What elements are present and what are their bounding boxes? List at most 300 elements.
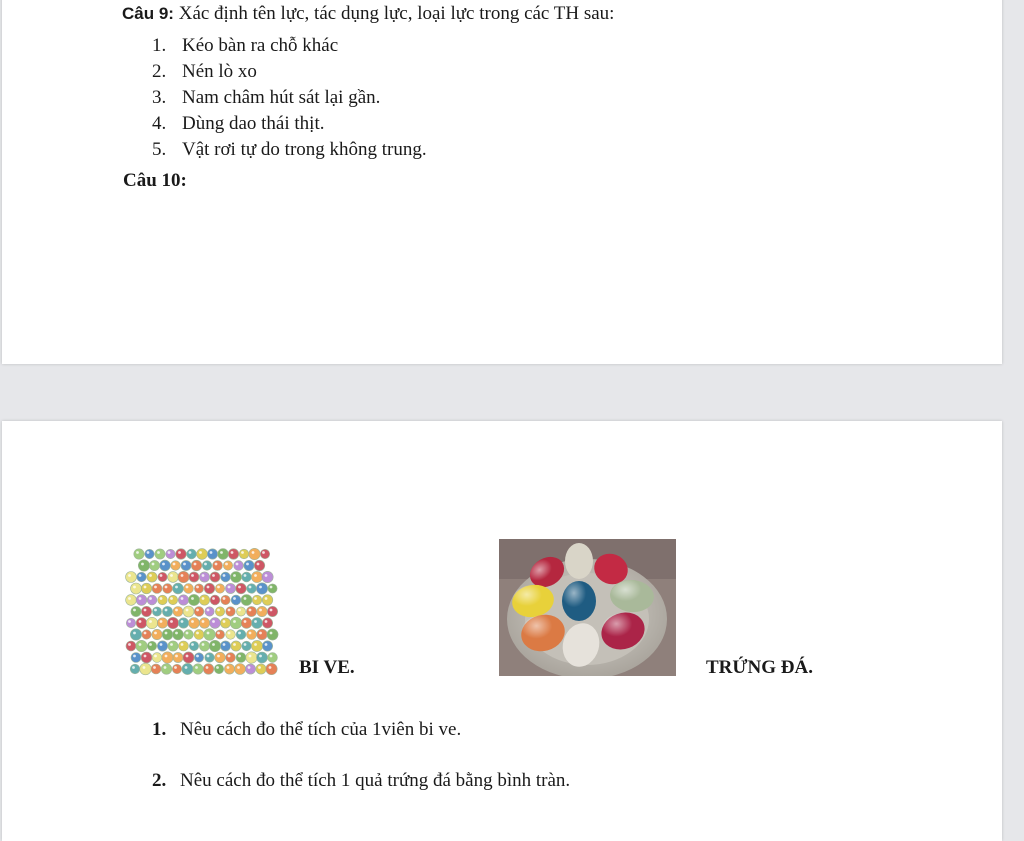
marble-highlight (143, 666, 146, 669)
marble-highlight (149, 597, 152, 600)
marble (160, 560, 171, 571)
marble-highlight (217, 655, 220, 658)
marble (242, 572, 252, 582)
marble-highlight (217, 586, 220, 589)
marble-highlight (259, 586, 262, 589)
marble-highlight (165, 632, 168, 635)
marble-highlight (212, 643, 215, 646)
marble-highlight (233, 574, 236, 577)
marble (126, 572, 137, 583)
marble-highlight (160, 574, 163, 577)
marble-highlight (259, 632, 262, 635)
marble (204, 629, 216, 641)
marble-highlight (254, 620, 257, 623)
marble (236, 630, 246, 640)
marble-highlight (128, 597, 131, 600)
marble-highlight (173, 563, 176, 566)
marble (152, 607, 161, 616)
marble-highlight (147, 551, 150, 554)
marble-highlight (231, 551, 234, 554)
marble (215, 630, 224, 639)
marble (167, 617, 178, 628)
marble (168, 641, 178, 651)
marble (189, 572, 199, 582)
marble-highlight (162, 563, 165, 566)
marble (225, 583, 235, 593)
marble (199, 618, 210, 629)
marble (168, 595, 177, 604)
marble-highlight (175, 609, 178, 612)
marble-highlight (181, 574, 184, 577)
marble-highlight (196, 586, 199, 589)
marble-highlight (195, 666, 198, 669)
marble (226, 630, 236, 640)
marble (262, 571, 273, 582)
marble-highlight (185, 666, 188, 669)
marble-highlight (174, 666, 177, 669)
marble (214, 664, 223, 673)
marble (267, 606, 277, 616)
marble-highlight (238, 655, 241, 658)
marble-highlight (133, 655, 136, 658)
marble (188, 594, 199, 605)
marble-highlight (265, 643, 268, 646)
marble (252, 595, 262, 605)
marble (166, 549, 175, 558)
marble-highlight (259, 609, 262, 612)
marble (262, 641, 272, 651)
marble (131, 653, 141, 663)
marble-highlight (270, 655, 273, 658)
marble (197, 549, 208, 560)
marble-highlight (238, 586, 241, 589)
marble-highlight (265, 574, 268, 577)
marble (210, 572, 220, 582)
marble (239, 549, 249, 559)
marble (231, 572, 242, 583)
marble (220, 618, 230, 628)
marble-highlight (210, 551, 213, 554)
list-item: 5. Vật rơi tự do trong không trung. (152, 139, 427, 160)
marble (161, 664, 172, 675)
marble (247, 630, 257, 640)
marble-highlight (228, 632, 231, 635)
marble-highlight (249, 655, 252, 658)
marble (152, 653, 162, 663)
marble-highlight (160, 643, 163, 646)
marble (141, 583, 152, 594)
marble (149, 560, 159, 570)
marble-highlight (227, 666, 230, 669)
question-9-heading (122, 3, 614, 25)
marble (147, 641, 156, 650)
marbles-photo (123, 546, 283, 676)
marble-highlight (149, 574, 152, 577)
marble (162, 652, 173, 663)
marble (136, 640, 147, 651)
marble (138, 560, 149, 571)
marble (194, 630, 204, 640)
marble-highlight (207, 632, 210, 635)
marble (194, 607, 204, 617)
marble (162, 606, 172, 616)
marble-highlight (254, 574, 257, 577)
question-10-label: Câu 10: (123, 170, 187, 191)
marble (147, 595, 157, 605)
marble (231, 641, 241, 651)
marble-highlight (181, 643, 184, 646)
marble (251, 571, 262, 582)
marble-highlight (136, 551, 139, 554)
marble-highlight (204, 563, 207, 566)
marble-highlight (144, 632, 147, 635)
marble-highlight (257, 563, 260, 566)
marble (145, 549, 154, 558)
marble (226, 607, 236, 617)
marble-highlight (160, 620, 163, 623)
marble-highlight (265, 620, 268, 623)
marble-highlight (139, 643, 142, 646)
marble-highlight (170, 597, 173, 600)
list-item: 2. Nén lò xo (152, 61, 257, 82)
marble-highlight (244, 620, 247, 623)
question-9-text: Xác định tên lực, tác dụng lực, loại lực trong các TH sau: (173, 3, 615, 24)
marble (266, 663, 277, 674)
marble (131, 606, 141, 616)
marble (155, 549, 165, 559)
marble (218, 549, 229, 560)
list-item: 1. Nêu cách đo thể tích của 1viên bi ve. (152, 719, 462, 740)
marble (220, 641, 230, 651)
marble-highlight (217, 609, 220, 612)
marble-highlight (175, 655, 178, 658)
marble (157, 641, 167, 651)
marble (221, 595, 230, 604)
marble (204, 583, 215, 594)
marble-highlight (183, 563, 186, 566)
marble-highlight (228, 609, 231, 612)
marble (181, 560, 191, 570)
marble (256, 664, 266, 674)
marble-highlight (139, 574, 142, 577)
marble (267, 629, 278, 640)
marble-highlight (202, 643, 205, 646)
marble-highlight (139, 620, 142, 623)
marble (226, 653, 236, 663)
marble-highlight (175, 586, 178, 589)
marble (189, 641, 198, 650)
marble (126, 618, 135, 627)
marble (191, 560, 202, 571)
marble-highlight (191, 597, 194, 600)
marble (194, 584, 203, 593)
marble (178, 618, 188, 628)
marble (193, 664, 203, 674)
marble (252, 618, 263, 629)
marble (168, 572, 179, 583)
marble-highlight (258, 666, 261, 669)
marble-highlight (265, 597, 268, 600)
marble-highlight (254, 643, 257, 646)
marble (210, 618, 221, 629)
marble (231, 595, 241, 605)
marble-highlight (246, 563, 249, 566)
list-item: 1. Kéo bàn ra chỗ khác (152, 35, 339, 56)
marble (162, 629, 173, 640)
marble-highlight (207, 655, 210, 658)
marble-highlight (154, 632, 157, 635)
marble-highlight (141, 563, 144, 566)
marble-highlight (133, 632, 136, 635)
marble (142, 630, 151, 639)
marble (234, 561, 244, 571)
marble-highlight (249, 609, 252, 612)
marble-highlight (223, 574, 226, 577)
marble-highlight (220, 551, 223, 554)
marble-highlight (181, 597, 184, 600)
marble (194, 653, 203, 662)
marble (221, 572, 231, 582)
marble-highlight (144, 609, 147, 612)
marble (171, 561, 181, 571)
marble-highlight (206, 666, 209, 669)
marble (141, 606, 151, 616)
marble (215, 607, 224, 616)
marble-highlight (186, 655, 189, 658)
marble (184, 630, 194, 640)
marble-highlight (165, 655, 168, 658)
marble (126, 595, 137, 606)
marble-highlight (236, 563, 239, 566)
marble-highlight (144, 655, 147, 658)
list-item: 4. Dùng dao thái thịt. (152, 113, 325, 134)
marble-highlight (154, 609, 157, 612)
marble (254, 560, 265, 571)
marble (213, 561, 223, 571)
marble (137, 572, 147, 582)
marble (246, 606, 256, 616)
marble (152, 584, 162, 594)
marble-highlight (225, 563, 228, 566)
marble-highlight (212, 620, 215, 623)
marble-highlight (133, 609, 136, 612)
marble (249, 548, 260, 559)
marble-highlight (191, 643, 194, 646)
marble-highlight (154, 586, 157, 589)
marble (130, 664, 140, 674)
stone-eggs-caption: TRỨNG ĐÁ. (706, 657, 813, 678)
marble-highlight (259, 655, 262, 658)
marble-highlight (249, 632, 252, 635)
marble (203, 664, 214, 675)
marble (247, 584, 257, 594)
marble (251, 640, 262, 651)
marble (173, 629, 184, 640)
marble-highlight (165, 609, 168, 612)
marble-highlight (217, 632, 220, 635)
marble (182, 663, 193, 674)
question-9-label: Câu 9: (122, 4, 174, 23)
marble (236, 583, 247, 594)
marble (172, 664, 181, 673)
marble (224, 664, 234, 674)
marble (141, 652, 152, 663)
marble-highlight (202, 620, 205, 623)
question-9-list (152, 33, 427, 163)
marble (230, 617, 242, 629)
marble-highlight (233, 643, 236, 646)
marble-highlight (168, 551, 171, 554)
marble-highlight (237, 666, 240, 669)
marble (136, 595, 147, 606)
marble-highlight (132, 666, 135, 669)
marbles-caption: BI VE. (299, 657, 355, 678)
marble (140, 663, 152, 675)
marble (173, 583, 184, 594)
marble-highlight (170, 620, 173, 623)
marble (134, 549, 144, 559)
marble-highlight (149, 620, 152, 623)
marble-highlight (157, 551, 160, 554)
marble-highlight (269, 666, 272, 669)
marble-highlight (207, 609, 210, 612)
marble-highlight (241, 551, 244, 554)
marble-highlight (191, 620, 194, 623)
marble (173, 652, 183, 662)
marble (202, 561, 212, 571)
marble (146, 617, 157, 628)
marble (215, 584, 224, 593)
marble-highlight (202, 597, 205, 600)
marble (158, 595, 168, 605)
marble-highlight (212, 597, 215, 600)
marble (183, 606, 194, 617)
marble (209, 640, 220, 651)
marble (152, 629, 162, 639)
marble-highlight (152, 563, 155, 566)
marble (183, 652, 194, 663)
marble (262, 595, 273, 606)
list-item: 3. Nam châm hút sát lại gần. (152, 87, 381, 108)
document-page-1 (2, 0, 1002, 364)
marble-highlight (181, 620, 184, 623)
marble-highlight (207, 586, 210, 589)
document-page-2 (2, 421, 1002, 841)
marble (178, 571, 189, 582)
marble-highlight (212, 574, 215, 577)
marble-highlight (186, 586, 189, 589)
marble-highlight (262, 551, 265, 554)
marble (131, 583, 142, 594)
marble (241, 618, 252, 629)
marble-highlight (249, 586, 252, 589)
marble (241, 595, 252, 606)
marble (242, 641, 252, 651)
marble (189, 618, 200, 629)
marble-highlight (216, 666, 219, 669)
marble (210, 595, 220, 605)
marble-highlight (238, 609, 241, 612)
marble-highlight (228, 586, 231, 589)
marble-highlight (194, 563, 197, 566)
marble-highlight (248, 666, 251, 669)
marble-highlight (244, 597, 247, 600)
marble (223, 561, 232, 570)
marble (130, 629, 141, 640)
marble-highlight (128, 643, 131, 646)
marble (184, 584, 194, 594)
marble (268, 584, 277, 593)
marble-highlight (149, 643, 152, 646)
marble-highlight (154, 655, 157, 658)
marble-highlight (215, 563, 218, 566)
marble (199, 572, 209, 582)
marble-highlight (128, 574, 131, 577)
marble (257, 652, 268, 663)
marble (244, 560, 254, 570)
marble (179, 641, 189, 651)
marble-highlight (196, 655, 199, 658)
marble-highlight (244, 574, 247, 577)
marble-highlight (170, 574, 173, 577)
marble-highlight (254, 597, 257, 600)
marble-highlight (223, 643, 226, 646)
marble-highlight (223, 597, 226, 600)
marble-highlight (189, 551, 192, 554)
stone-eggs-photo (499, 539, 676, 676)
marble (207, 549, 217, 559)
marble (257, 629, 268, 640)
marble-highlight (196, 632, 199, 635)
marble-highlight (233, 597, 236, 600)
marble (158, 572, 167, 581)
marble-highlight (170, 643, 173, 646)
marble (245, 664, 255, 674)
marble-highlight (270, 586, 273, 589)
marble (236, 607, 245, 616)
marble (205, 653, 215, 663)
marble (136, 618, 147, 629)
marble (236, 653, 246, 663)
marble-highlight (175, 632, 178, 635)
marble (199, 641, 209, 651)
marble-highlight (165, 586, 168, 589)
marble-highlight (233, 620, 236, 623)
marble-highlight (153, 666, 156, 669)
marble (246, 652, 257, 663)
marble-highlight (270, 632, 273, 635)
marble (268, 653, 278, 663)
marble (257, 606, 267, 616)
marble (235, 664, 246, 675)
marble-highlight (160, 597, 163, 600)
marble (205, 607, 214, 616)
marble (163, 584, 173, 594)
marble-highlight (223, 620, 226, 623)
marble-highlight (128, 620, 131, 623)
marble-highlight (178, 551, 181, 554)
marble-highlight (186, 609, 189, 612)
marble-highlight (164, 666, 167, 669)
marble-highlight (196, 609, 199, 612)
marble (228, 549, 239, 560)
marble (178, 595, 188, 605)
marble (262, 618, 272, 628)
list-item: 2. Nêu cách đo thể tích 1 quả trứng đá bằng bình tràn. (152, 770, 571, 791)
marble (157, 618, 167, 628)
marble (199, 595, 209, 605)
marble (147, 572, 157, 582)
